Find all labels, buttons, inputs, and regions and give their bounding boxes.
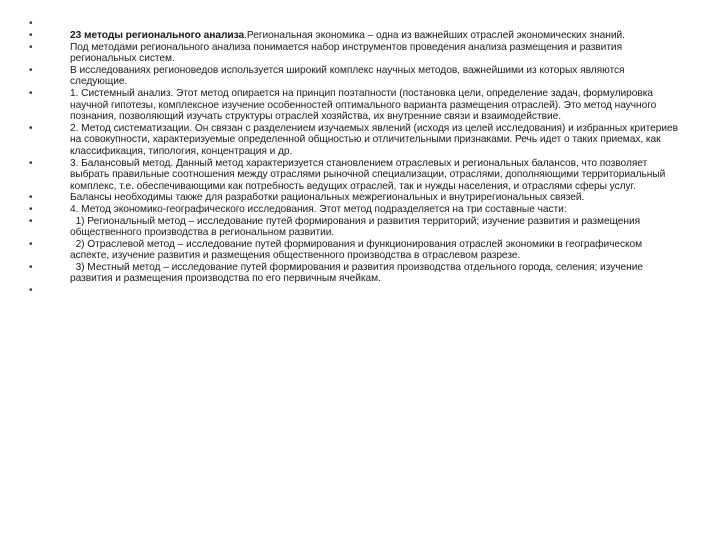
bullet-marker: •	[29, 157, 33, 169]
item-text: 4. Метод экономико-географического исследования. Этот метод подразделяется на три составные части:	[70, 203, 567, 215]
bullet-marker: •	[29, 64, 33, 76]
list-item	[0, 239, 720, 262]
bullet-marker: •	[29, 285, 33, 297]
item-text: 2) Отраслевой метод – исследование путей формирования и функционирования отраслей экономики в географическом аспекте, изучение развития и размещения общественного производства в отраслевом разрезе.	[70, 238, 645, 262]
list-item	[0, 204, 720, 216]
list-item	[0, 262, 720, 285]
list-item	[0, 65, 720, 88]
list-item	[0, 285, 720, 297]
list-item	[0, 88, 720, 123]
item-text: 1. Системный анализ. Этот метод опирается на принцип поэтапности (постановка цели, определение задач, формулировка научной гипотезы, комплексное изучение особенностей оптимального варианта размещения отраслей). Это метод научного познания, позволяющий изучать структуры отраслей хозяйства, их внутренние связи и взаимодействие.	[70, 87, 657, 123]
bullet-marker: •	[29, 18, 33, 29]
list-item	[0, 30, 720, 42]
bullet-list	[0, 18, 720, 297]
list-item	[0, 192, 720, 204]
bullet-marker: •	[29, 41, 33, 53]
list-item	[0, 123, 720, 158]
bullet-marker: •	[29, 238, 33, 250]
bullet-marker: •	[29, 87, 33, 99]
item-text: В исследованиях регионоведов используется широкий комплекс научных методов, важнейшими из которых являются следующие.	[70, 64, 625, 88]
item-text: 3) Местный метод – исследование путей формирования и развития производства отдельного города, селения; изучение развития и размещения производства по его первичным ячейкам.	[70, 261, 646, 285]
list-item	[0, 216, 720, 239]
list-item	[0, 42, 720, 65]
item-text: 1) Региональный метод – исследование путей формирования и развития территорий; изучение развития и размещения общественного производства в региональном развитии.	[70, 215, 643, 239]
bullet-marker: •	[29, 122, 33, 134]
list-item	[0, 18, 720, 30]
list-item	[0, 158, 720, 193]
item-text: Балансы необходимы также для разработки рациональных межрегиональных и внутрирегиональных связей.	[70, 192, 585, 204]
bullet-marker: •	[29, 30, 33, 41]
item-text: 2. Метод систематизации. Он связан с разделением изучаемых явлений (исходя из целей исследования) и избранных критериев на совокупности, характеризуемые определенной общностью и отличительными признаками. Речь идет о таких приемах, как классификация, типология, концентрация и др.	[70, 122, 678, 157]
item-text: Под методами регионального анализа понимается набор инструментов проведения анализа размещения и развития региональных систем.	[70, 41, 623, 65]
bullet-marker: •	[29, 215, 33, 227]
item-text: .Региональная экономика – одна из важнейших отраслей экономических знаний.	[244, 30, 625, 41]
bullet-marker: •	[29, 261, 33, 273]
bullet-marker: •	[29, 192, 33, 204]
section-title: 23 методы регионального анализа	[70, 30, 245, 41]
bullet-marker: •	[29, 203, 33, 215]
item-text: 3. Балансовый метод. Данный метод характеризуется становлением отраслевых и региональных балансов, что позволяет выбрать правильные соотношения между отраслями рыночной специализации, отраслями, дополняющими территориальный комплекс, т.е. обеспечивающими как потребность ведущих отраслей, так и нужды населения, и отраслями сферы услуг.	[70, 157, 666, 192]
